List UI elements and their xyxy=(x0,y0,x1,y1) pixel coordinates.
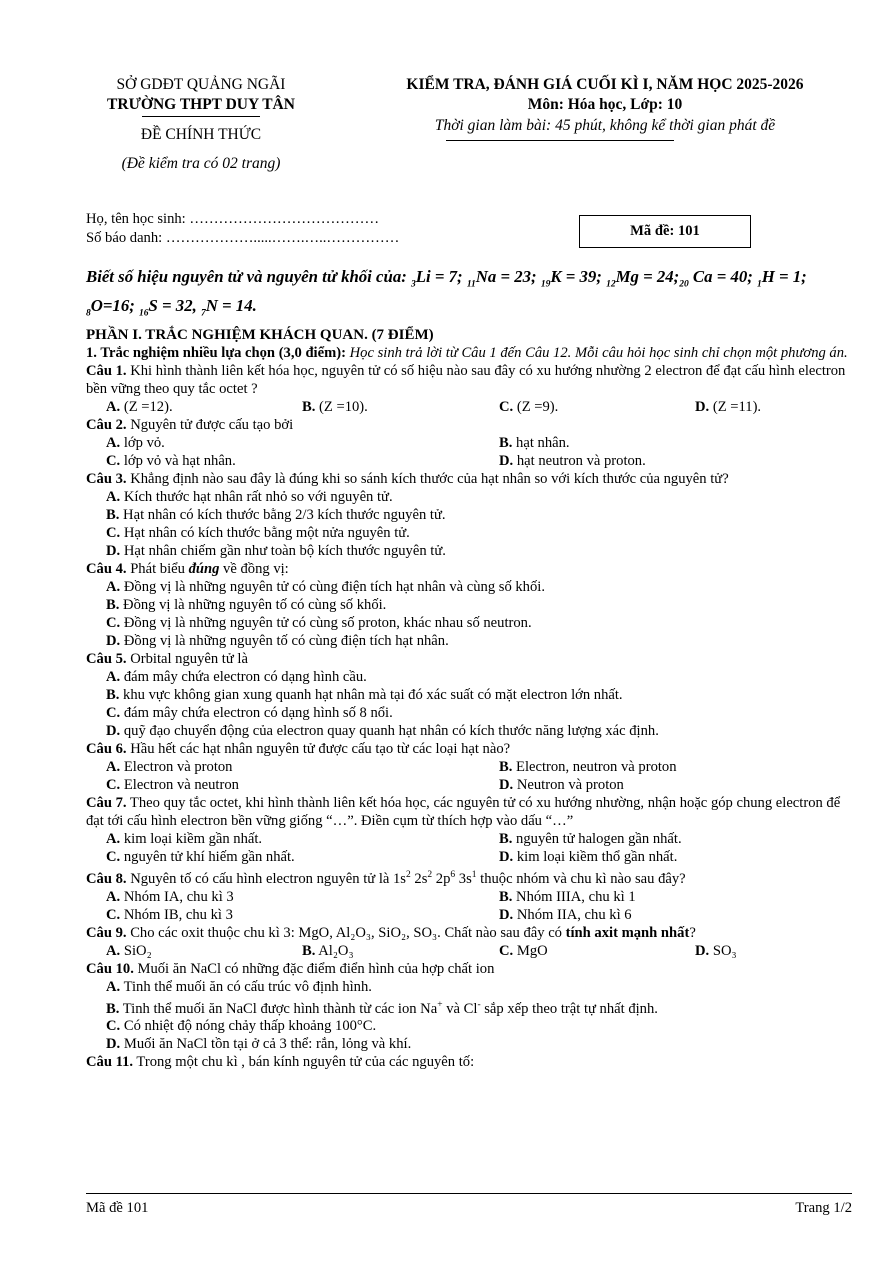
option-a: A. Nhóm IA, chu kì 3 xyxy=(106,888,234,905)
question-6-options-cd xyxy=(86,776,852,794)
footer-divider xyxy=(86,1193,852,1194)
option-c: C. Nhóm IB, chu kì 3 xyxy=(106,906,233,923)
time-line: Thời gian làm bài: 45 phút, không kể thời gian phát đề xyxy=(434,117,776,134)
option-b: B. Tinh thể muối ăn NaCl được hình thành từ các ion Na+ và Cl- sắp xếp theo trật tự nhất định. xyxy=(106,999,658,1017)
option-a: A. Đồng vị là những nguyên tử có cùng điện tích hạt nhân và cùng số khối. xyxy=(106,578,545,595)
option-a: A. SiO₂ xyxy=(106,942,152,959)
question-3: Câu 3. Khẳng định nào sau đây là đúng khi so sánh kích thước của hạt nhân so với kích thước của nguyên tử? xyxy=(86,470,729,487)
option-d: D. hạt neutron và proton. xyxy=(499,452,646,469)
option-a: A. đám mây chứa electron có dạng hình cầu. xyxy=(106,668,367,685)
option-b: B. Hạt nhân có kích thước bằng 2/3 kích thước nguyên tử. xyxy=(106,506,446,523)
question-2-options-cd xyxy=(86,452,852,470)
option-a: A. Electron và proton xyxy=(106,758,233,775)
exam-header xyxy=(86,72,852,182)
question-9-options xyxy=(86,942,852,960)
option-a: A. lớp vỏ. xyxy=(106,434,165,451)
option-b: B. khu vực không gian xung quanh hạt nhân mà tại đó xác suất có mặt electron lớn nhất. xyxy=(106,686,623,703)
option-c: C. Electron và neutron xyxy=(106,776,239,793)
option-d: D. Nhóm IIA, chu kì 6 xyxy=(499,906,632,923)
question-5: Câu 5. Orbital nguyên tử là xyxy=(86,650,248,667)
option-c: C. Hạt nhân có kích thước bằng một nửa nguyên tử. xyxy=(106,524,410,541)
exam-page xyxy=(86,72,852,1071)
subject-line: Môn: Hóa học, Lớp: 10 xyxy=(527,96,683,113)
option-d: D. kim loại kiềm thổ gần nhất. xyxy=(499,848,678,865)
option-a: A. (Z =12). xyxy=(106,398,173,415)
question-1: Câu 1. Khi hình thành liên kết hóa học, nguyên tử có số hiệu nào sau đây có xu hướng nhường 2 electron để đạt cấu hình electron bền vững theo quy tắc octet ? xyxy=(86,362,846,397)
option-a: A. kim loại kiềm gần nhất. xyxy=(106,830,263,847)
student-name-field: Họ, tên học sinh: ………………………………… xyxy=(86,211,380,227)
question-8-options-ab xyxy=(86,888,852,906)
part-title: PHẦN I. TRẮC NGHIỆM KHÁCH QUAN. (7 ĐIỂM) xyxy=(86,326,434,343)
option-b: B. nguyên tử halogen gần nhất. xyxy=(499,830,682,847)
option-c: C. nguyên tử khí hiếm gần nhất. xyxy=(106,848,295,865)
option-c: C. lớp vỏ và hạt nhân. xyxy=(106,452,236,469)
question-6-options-ab xyxy=(86,758,852,776)
option-d: D. Muối ăn NaCl tồn tại ở cả 3 thể: rắn, lỏng và khí. xyxy=(106,1036,412,1053)
official-label: ĐỀ CHÍNH THỨC xyxy=(140,126,262,143)
exam-code-box: Mã đề: 101 xyxy=(579,215,751,248)
option-c: C. MgO xyxy=(499,942,548,959)
question-2: Câu 2. Nguyên tử được cấu tạo bởi xyxy=(86,416,294,433)
question-8: Câu 8. Nguyên tố có cấu hình electron nguyên tử là $1s^2$ $2s^2$ $2p^6$ $3s^1$ thuộc nhóm và chu kì nào sau đây? xyxy=(86,869,686,887)
question-8-options-cd xyxy=(86,906,852,924)
department-name: SỞ GDĐT QUẢNG NGÃI xyxy=(116,76,286,93)
question-4: Câu 4. Phát biểu đúng về đồng vị: xyxy=(86,560,289,577)
question-10: Câu 10. Muối ăn NaCl có những đặc điểm điển hình của hợp chất ion xyxy=(86,960,495,977)
option-b: B. Nhóm IIIA, chu kì 1 xyxy=(499,888,636,905)
footer-exam-code: Mã đề 101 xyxy=(86,1200,149,1216)
question-7-options-ab xyxy=(86,830,852,848)
exam-title: KIỂM TRA, ĐÁNH GIÁ CUỐI KÌ I, NĂM HỌC 2025-2026 xyxy=(406,76,804,93)
student-id-field: Số báo danh: ……………….....…….…..…………… xyxy=(86,230,400,246)
time-underline xyxy=(446,140,674,141)
question-7: Câu 7. Theo quy tắc octet, khi hình thành liên kết hóa học, các nguyên tử có xu hướng nhường, nhận hoặc góp chung electron để đạt tới cấu hình electron bền vững giống “…”. Điền cụm từ thích hợp vào dấu “…” xyxy=(86,794,841,829)
option-d: D. (Z =11). xyxy=(695,398,762,415)
option-a: A. Kích thước hạt nhân rất nhỏ so với nguyên tử. xyxy=(106,488,393,505)
option-b: B. hạt nhân. xyxy=(499,434,570,451)
question-1-options xyxy=(86,398,852,416)
question-11: Câu 11. Trong một chu kì , bán kính nguyên tử của các nguyên tố: xyxy=(86,1054,475,1071)
school-name: TRƯỜNG THPT DUY TÂN xyxy=(107,96,295,113)
option-c: C. Có nhiệt độ nóng chảy thấp khoảng 100°C. xyxy=(106,1018,377,1035)
option-d: D. SO₃ xyxy=(695,942,737,959)
option-d: D. Đồng vị là những nguyên tố có cùng điện tích hạt nhân. xyxy=(106,632,449,649)
option-b: B. Electron, neutron và proton xyxy=(499,758,677,775)
option-d: D. Neutron và proton xyxy=(499,776,624,793)
option-c: C. Đồng vị là những nguyên tử có cùng số proton, khác nhau số neutron. xyxy=(106,614,532,631)
question-7-options-cd xyxy=(86,848,852,866)
pages-note: (Đề kiểm tra có 02 trang) xyxy=(121,155,281,172)
footer-page-number: Trang 1/2 xyxy=(795,1200,852,1216)
school-underline xyxy=(142,116,260,117)
question-6: Câu 6. Hầu hết các hạt nhân nguyên tử được cấu tạo từ các loại hạt nào? xyxy=(86,740,511,757)
student-info xyxy=(86,200,852,260)
option-b: B. (Z =10). xyxy=(302,398,368,415)
option-a: A. Tinh thể muối ăn có cấu trúc vô định hình. xyxy=(106,978,372,995)
option-c: C. (Z =9). xyxy=(499,398,559,415)
question-2-options-ab xyxy=(86,434,852,452)
option-d: D. quỹ đạo chuyển động của electron quay quanh hạt nhân có kích thước năng lượng xác định. xyxy=(106,722,659,739)
option-d: D. Hạt nhân chiếm gần như toàn bộ kích thước nguyên tử. xyxy=(106,542,446,559)
question-9: Câu 9. Cho các oxit thuộc chu kì 3: MgO, Al₂O₃, SiO₂, SO₃. Chất nào sau đây có tính axit mạnh nhất? xyxy=(86,924,696,941)
part-instructions: 1. Trắc nghiệm nhiều lựa chọn (3,0 điểm): Học sinh trả lời từ Câu 1 đến Câu 12. Mỗi câu hỏi học sinh chỉ chọn một phương án. xyxy=(86,344,848,361)
atomic-data: Biết số hiệu nguyên tử và nguyên tử khối của: $_3$Li = 7; $_{11}$Na = 23; $_{19}$K = 39; $_{12}Mg = 24;_{20}$ Ca = 40; $_1$H = 1; $_8$O=16; $_{16}$S = 32, $_7$N = 14. xyxy=(86,267,807,319)
option-b: B. Al₂O₃ xyxy=(302,942,354,959)
option-c: C. đám mây chứa electron có dạng hình số 8 nổi. xyxy=(106,704,393,721)
option-b: B. Đồng vị là những nguyên tố có cùng số khối. xyxy=(106,596,387,613)
